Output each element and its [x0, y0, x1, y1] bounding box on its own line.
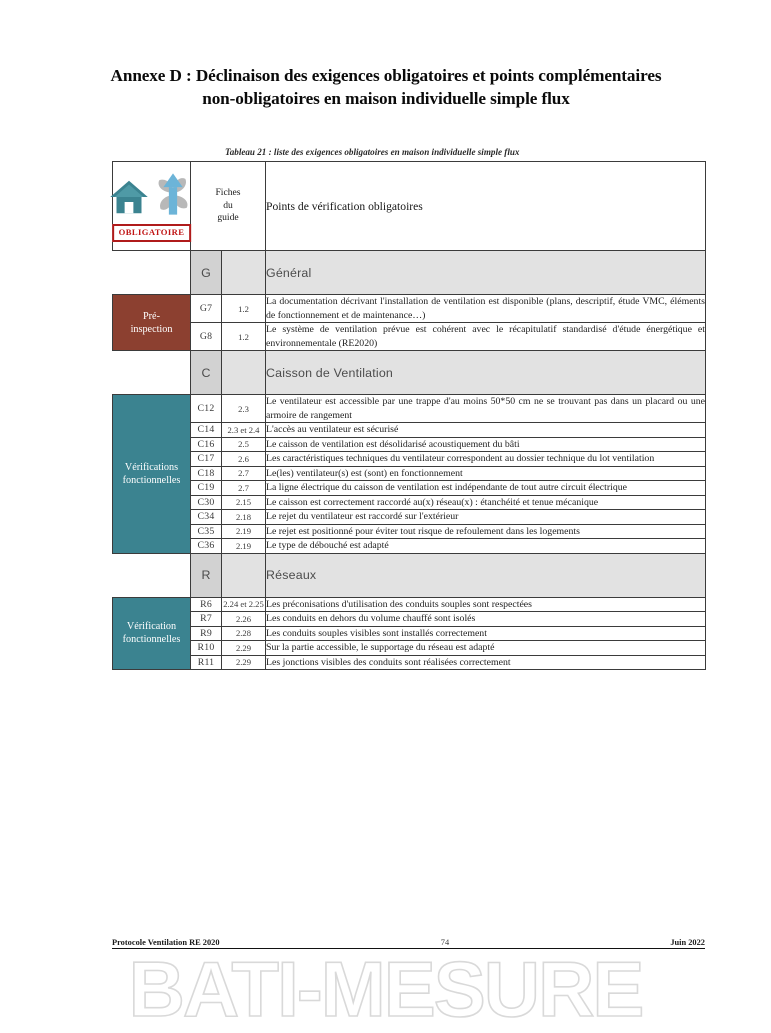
row-verification-text: Le caisson est correctement raccordé au(x) réseau(x) : étanchéité et tenue mécanique [266, 495, 706, 510]
row-fiche-reference: 2.19 [222, 539, 266, 554]
table-row [113, 323, 706, 351]
section-label: Général [266, 251, 706, 295]
table-row [113, 641, 706, 656]
table-row [113, 539, 706, 554]
table-row [113, 295, 706, 323]
header-points-de-verification: Points de vérification obligatoires [266, 162, 706, 251]
section-label: Caisson de Ventilation [266, 351, 706, 395]
row-fiche-reference: 2.29 [222, 655, 266, 670]
section-code: G [191, 251, 222, 295]
table-caption: Tableau 21 : liste des exigences obligatoires en maison individuelle simple flux [225, 147, 520, 157]
section-side-label-line: Vérifications [124, 461, 179, 473]
section-header-row [113, 251, 706, 295]
section-blank-cell [222, 351, 266, 395]
row-fiche-reference: 1.2 [222, 295, 266, 323]
row-fiche-reference: 2.7 [222, 466, 266, 481]
watermark: BATI-MESURE [128, 945, 643, 1033]
table-row [113, 423, 706, 438]
row-code: R10 [191, 641, 222, 656]
table-row [113, 481, 706, 496]
row-code: R7 [191, 612, 222, 627]
row-fiche-reference: 2.5 [222, 437, 266, 452]
footer-page-number: 74 [440, 938, 450, 947]
row-verification-text: L'accès au ventilateur est sécurisé [266, 423, 706, 438]
section-side-label-line: fonctionnelles [122, 634, 181, 646]
row-fiche-reference: 2.29 [222, 641, 266, 656]
table-header-row [113, 162, 706, 251]
table-row [113, 524, 706, 539]
row-code: C34 [191, 510, 222, 525]
header-fiches-du-guide [191, 162, 266, 251]
header-fiches-line: du [223, 199, 233, 211]
row-code: C18 [191, 466, 222, 481]
section-side-label [113, 295, 191, 351]
requirements-table [112, 161, 706, 670]
row-verification-text: Les préconisations d'utilisation des conduits souples sont respectées [266, 597, 706, 612]
ventilation-fan-icon [151, 171, 195, 217]
section-side-label-line: Vérification [126, 621, 177, 633]
row-fiche-reference: 2.28 [222, 626, 266, 641]
table-row [113, 597, 706, 612]
row-verification-text: Le caisson de ventilation est désolidarisé acoustiquement du bâti [266, 437, 706, 452]
row-code: C14 [191, 423, 222, 438]
row-code: C35 [191, 524, 222, 539]
section-side-label [113, 597, 191, 670]
table-row [113, 626, 706, 641]
section-side-spacer [113, 553, 191, 597]
header-icon-cell [113, 162, 191, 251]
row-verification-text: Le ventilateur est accessible par une trappe d'au moins 50*50 cm ne se trouvant pas dans un placard ou une armoire de rangement [266, 396, 705, 421]
section-blank-cell [222, 553, 266, 597]
row-verification-text: Sur la partie accessible, le supportage du réseau est adapté [266, 641, 706, 656]
row-verification-text: Les caractéristiques techniques du ventilateur correspondent au dossier technique du lot ventilation [266, 452, 706, 467]
row-fiche-reference: 2.19 [222, 524, 266, 539]
requirements-table-body [113, 162, 706, 670]
header-icon-group [113, 165, 190, 217]
row-code: R9 [191, 626, 222, 641]
row-verification-text: Les conduits en dehors du volume chauffé sont isolés [266, 612, 706, 627]
row-code: C36 [191, 539, 222, 554]
section-side-label-line: fonctionnelles [122, 474, 181, 486]
row-verification-text: Le rejet du ventilateur est raccordé sur l'extérieur [266, 510, 706, 525]
header-fiches-line: Fiches [215, 187, 241, 199]
section-side-label-line: inspection [130, 323, 173, 335]
table-row [113, 495, 706, 510]
row-verification-text: Le système de ventilation prévue est cohérent avec le récapitulatif standardisé d'étude énergétique et environnementale (RE2020) [266, 324, 705, 349]
section-label: Réseaux [266, 553, 706, 597]
section-side-label [113, 395, 191, 554]
section-code: R [191, 553, 222, 597]
row-verification-text: La ligne électrique du caisson de ventilation est indépendante de tout autre circuit électrique [266, 481, 706, 496]
table-row [113, 395, 706, 423]
requirements-table-wrap [112, 161, 705, 670]
row-code: C16 [191, 437, 222, 452]
footer-right-text: Juin 2022 [670, 938, 705, 947]
section-side-spacer [113, 351, 191, 395]
row-verification-text: La documentation décrivant l'installation de ventilation est disponible (plans, descriptif, étude VMC, éléments de fonctionnement et de maintenance…) [266, 296, 705, 321]
section-code: C [191, 351, 222, 395]
row-verification-text: Les jonctions visibles des conduits sont réalisées correctement [266, 655, 706, 670]
row-verification-text: Les conduits souples visibles sont installés correctement [266, 626, 706, 641]
table-row [113, 437, 706, 452]
table-row [113, 655, 706, 670]
page-footer [112, 938, 705, 949]
row-code: C17 [191, 452, 222, 467]
section-side-label-line: Pré- [143, 310, 160, 322]
table-row [113, 612, 706, 627]
row-fiche-reference: 2.18 [222, 510, 266, 525]
row-verification-text: Le type de débouché est adapté [266, 539, 706, 554]
row-fiche-reference: 2.24 et 2.25 [222, 597, 266, 612]
obligatoire-badge: OBLIGATOIRE [112, 224, 192, 242]
table-row [113, 510, 706, 525]
section-header-row [113, 553, 706, 597]
table-row [113, 466, 706, 481]
row-verification-text: Le rejet est positionné pour éviter tout risque de refoulement dans les logements [266, 524, 706, 539]
section-header-row [113, 351, 706, 395]
row-code: C12 [191, 395, 222, 423]
footer-left-text: Protocole Ventilation RE 2020 [112, 938, 220, 947]
row-fiche-reference: 2.3 et 2.4 [222, 423, 266, 438]
row-fiche-reference: 2.26 [222, 612, 266, 627]
row-code: G8 [191, 323, 222, 351]
row-verification-text: Le(les) ventilateur(s) est (sont) en fonctionnement [266, 466, 706, 481]
row-code: R11 [191, 655, 222, 670]
row-fiche-reference: 2.3 [222, 395, 266, 423]
row-fiche-reference: 2.7 [222, 481, 266, 496]
section-side-spacer [113, 251, 191, 295]
header-fiches-line: guide [217, 212, 239, 224]
section-blank-cell [222, 251, 266, 295]
row-fiche-reference: 2.6 [222, 452, 266, 467]
house-icon [109, 177, 149, 217]
row-code: C19 [191, 481, 222, 496]
table-row [113, 452, 706, 467]
row-code: C30 [191, 495, 222, 510]
row-code: G7 [191, 295, 222, 323]
row-fiche-reference: 1.2 [222, 323, 266, 351]
row-fiche-reference: 2.15 [222, 495, 266, 510]
page-title: Annexe D : Déclinaison des exigences obligatoires et points complémentaires non-obligatoires en maison individuelle simple flux [110, 66, 662, 108]
row-code: R6 [191, 597, 222, 612]
